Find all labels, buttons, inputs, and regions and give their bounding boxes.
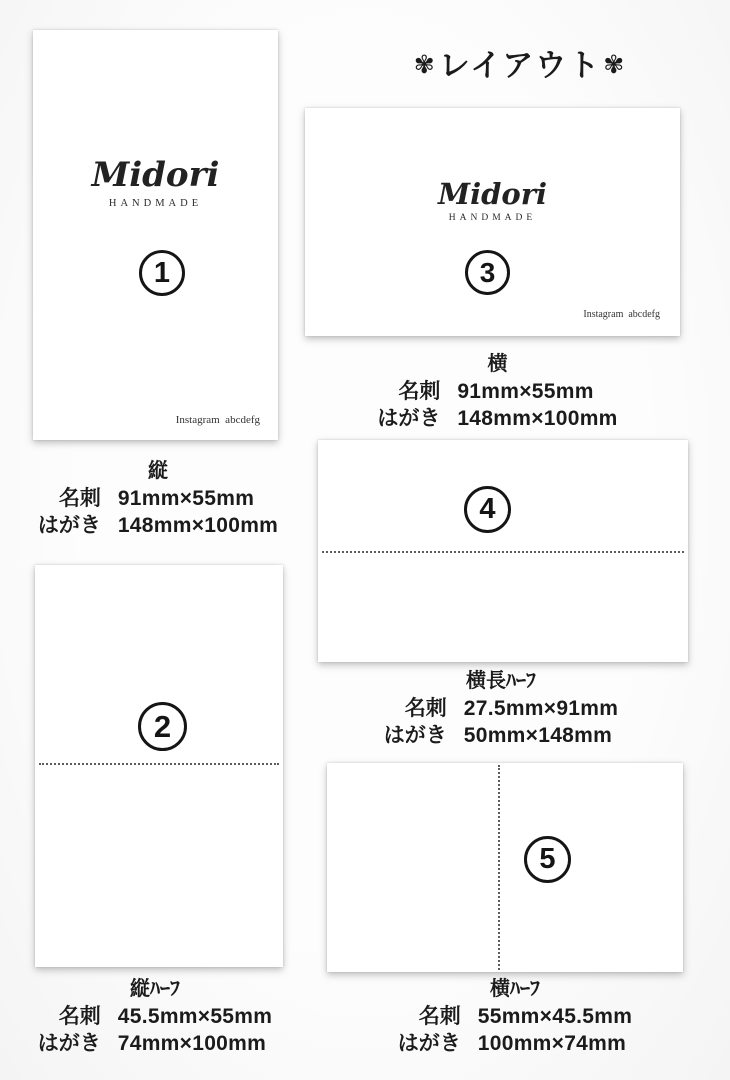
dimensions-block-horizontal [325, 352, 670, 432]
circled-number-3 [465, 250, 510, 295]
dimension-value: 100mm×74mm [477, 1032, 627, 1055]
dimension-value: 91mm×55mm [117, 487, 255, 510]
circled-number-1 [139, 250, 185, 296]
dimensions-block-horizontal-half [340, 977, 690, 1057]
flower-icon: ✾ [413, 51, 437, 79]
flower-icon: ✾ [603, 51, 627, 79]
dimension-value: 45.5mm×55mm [117, 1005, 273, 1028]
dimensions-rows [328, 696, 674, 749]
fold-line-horizontal [322, 551, 684, 553]
dimension-label: 名刺 [418, 1005, 461, 1028]
dimensions-block-horizontal-long-half [328, 669, 674, 749]
dimension-label: 名刺 [404, 697, 447, 720]
circled-number-5 [524, 836, 571, 883]
dimension-value: 148mm×100mm [117, 514, 279, 537]
instagram-handle: Instagram abcdefg [175, 414, 260, 426]
page-title [365, 40, 675, 85]
dimension-value: 148mm×100mm [457, 407, 618, 430]
dimensions-rows [340, 1004, 690, 1057]
midori-logo [305, 178, 680, 223]
card-layout-1-vertical [33, 30, 278, 440]
number-text: 4 [479, 493, 496, 525]
card-layout-3-horizontal [305, 108, 680, 336]
dimensions-rows [325, 379, 670, 432]
layout-heading: 横 [487, 353, 508, 375]
fold-line-vertical [498, 765, 500, 970]
dimensions-rows [8, 486, 308, 539]
card-layout-2-vertical-half [35, 565, 283, 967]
dimension-label: はがき [377, 407, 441, 430]
page-title-text: レイアウト [438, 48, 602, 83]
midori-logo [33, 156, 278, 209]
instagram-handle: Instagram abcdefg [583, 309, 660, 320]
number-text: 3 [479, 256, 496, 288]
logo-subtitle: HANDMADE [448, 213, 537, 224]
card-layout-4-horizontal-long-half [318, 440, 688, 662]
number-text: 1 [153, 256, 171, 289]
layout-heading: 横ﾊｰﾌ [490, 978, 540, 1000]
dimension-label: はがき [397, 1032, 461, 1055]
dimension-label: はがき [383, 724, 447, 747]
dimensions-block-vertical-half [0, 977, 310, 1057]
layout-heading: 横長ﾊｰﾌ [466, 670, 536, 692]
logo-name: Midori [437, 177, 548, 211]
dimension-value: 74mm×100mm [117, 1032, 267, 1055]
dimensions-rows [0, 1004, 310, 1057]
fold-line-horizontal [39, 763, 279, 765]
logo-name: Midori [91, 155, 220, 195]
dimension-value: 55mm×45.5mm [477, 1005, 633, 1028]
dimension-label: 名刺 [398, 380, 441, 403]
dimension-label: はがき [37, 514, 101, 537]
dimensions-block-vertical [8, 459, 308, 539]
circled-number-4 [464, 486, 511, 533]
circled-number-2 [138, 702, 187, 751]
logo-subtitle: HANDMADE [108, 198, 203, 210]
dimension-value: 50mm×148mm [463, 724, 613, 747]
layout-heading: 縦 [148, 460, 168, 482]
number-text: 5 [539, 843, 556, 875]
dimension-label: 名刺 [58, 487, 101, 510]
layout-heading: 縦ﾊｰﾌ [130, 978, 180, 1000]
dimension-value: 27.5mm×91mm [463, 697, 619, 720]
dimension-value: 91mm×55mm [457, 380, 594, 403]
number-text: 2 [153, 708, 172, 744]
dimension-label: 名刺 [58, 1005, 101, 1028]
dimension-label: はがき [37, 1032, 101, 1055]
card-layout-5-horizontal-half [327, 763, 683, 972]
